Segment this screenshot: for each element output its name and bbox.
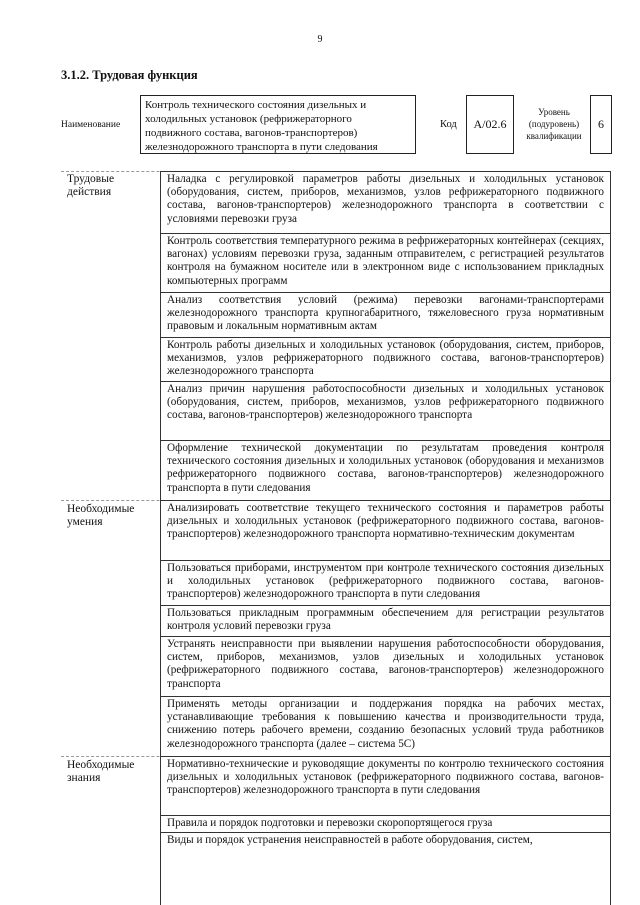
skill-item: Применять методы организации и поддержания порядка на рабочих местах, устанавливающие требования к повышению качества и производительности труда, снижению потерь рабочего времени, созданию безопасных условий труда работников железнодорожного транспорта (далее – система 5С) <box>161 696 611 756</box>
function-name-box: Контроль технического состояния дизельных и холодильных установок (рефрижераторного подвижного состава, вагонов-транспортеров) железнодорожного транспорта в пути следования <box>140 95 416 154</box>
code-box: А/02.6 <box>466 95 514 154</box>
skill-item: Пользоваться прикладным программным обеспечением для регистрации результатов контроля условий перевозки груза <box>161 605 611 636</box>
page-number: 9 <box>317 34 323 45</box>
name-label: Наименование <box>61 120 121 130</box>
skills-label: Необходимые умения <box>67 503 135 528</box>
labor-actions-label: Трудовые действия <box>67 173 115 198</box>
labor-action-item: Анализ соответствия условий (режима) перевозки вагонами-транспортерами железнодорожного транспорта крупногабаритного, тяжеловесного груза нормативным правовым и локальным нормативным актам <box>161 292 611 337</box>
section-title: 3.1.2. Трудовая функция <box>61 68 198 82</box>
skill-item: Пользоваться приборами, инструментом при контроле технического состояния дизельных и холодильных установок (рефрижераторного подвижного состава, вагонов-транспортеров) железнодорожного транспорта в пути следования <box>161 560 611 605</box>
level-box: 6 <box>590 95 612 154</box>
labor-action-item: Наладка с регулировкой параметров работы дизельных и холодильных установок (оборудования, систем, приборов, механизмов, узлов рефрижераторного подвижного состава, вагонов-транспортеров) железнодорожного транспорта в соответствии с условиями перевозки груза <box>161 171 611 233</box>
labor-action-item: Оформление технической документации по результатам проведения контроля технического состояния дизельных и холодильных установок (оборудования и механизмов рефрижераторного подвижного состава, вагонов-транспортеров) железнодорожного транспорта в пути следования <box>161 440 611 500</box>
labor-action-item: Контроль работы дизельных и холодильных установок (оборудования, систем, приборов, механизмов, узлов рефрижераторного подвижного состава, вагонов-транспортеров) железнодорожного транспорта <box>161 337 611 381</box>
skill-item: Анализировать соответствие текущего технического состояния и параметров работы дизельных и холодильных установок (рефрижераторного подвижного состава, вагонов-транспортеров) железнодорожного транспорта нормативно-техническим документам <box>161 500 611 560</box>
skill-item: Устранять неисправности при выявлении нарушения работоспособности оборудования, систем, приборов, механизмов, узлов дизельных и холодильных установок (рефрижераторного подвижного состава, вагонов-транспортеров) железнодорожного транспорта <box>161 636 611 696</box>
knowledge-label: Необходимые знания <box>67 759 135 784</box>
knowledge-item: Виды и порядок устранения неисправностей в работе оборудования, систем, <box>161 832 611 905</box>
labor-action-item: Контроль соответствия температурного режима в рефрижераторных контейнерах (секциях, вагонах) условиям перевозки груза, заданным отправителем, с регистрацией результатов контроля на бумажном носителе или в электронном виде с использованием прикладных компьютерных программ <box>161 233 611 292</box>
knowledge-item: Нормативно-технические и руководящие документы по контролю технического состояния дизельных и холодильных установок (рефрижераторного подвижного состава, вагонов-транспортеров) железнодорожного транспорта в пути следования <box>161 756 611 815</box>
code-label: Код <box>440 119 457 130</box>
level-label: Уровень (подуровень) квалификации <box>526 107 582 141</box>
labor-action-item: Анализ причин нарушения работоспособности дизельных и холодильных установок (оборудования, систем, приборов, механизмов, узлов рефрижераторного подвижного состава, вагонов-транспортеров) железнодорожного транспорта <box>161 381 611 440</box>
knowledge-item: Правила и порядок подготовки и перевозки скоропортящегося груза <box>161 815 611 832</box>
